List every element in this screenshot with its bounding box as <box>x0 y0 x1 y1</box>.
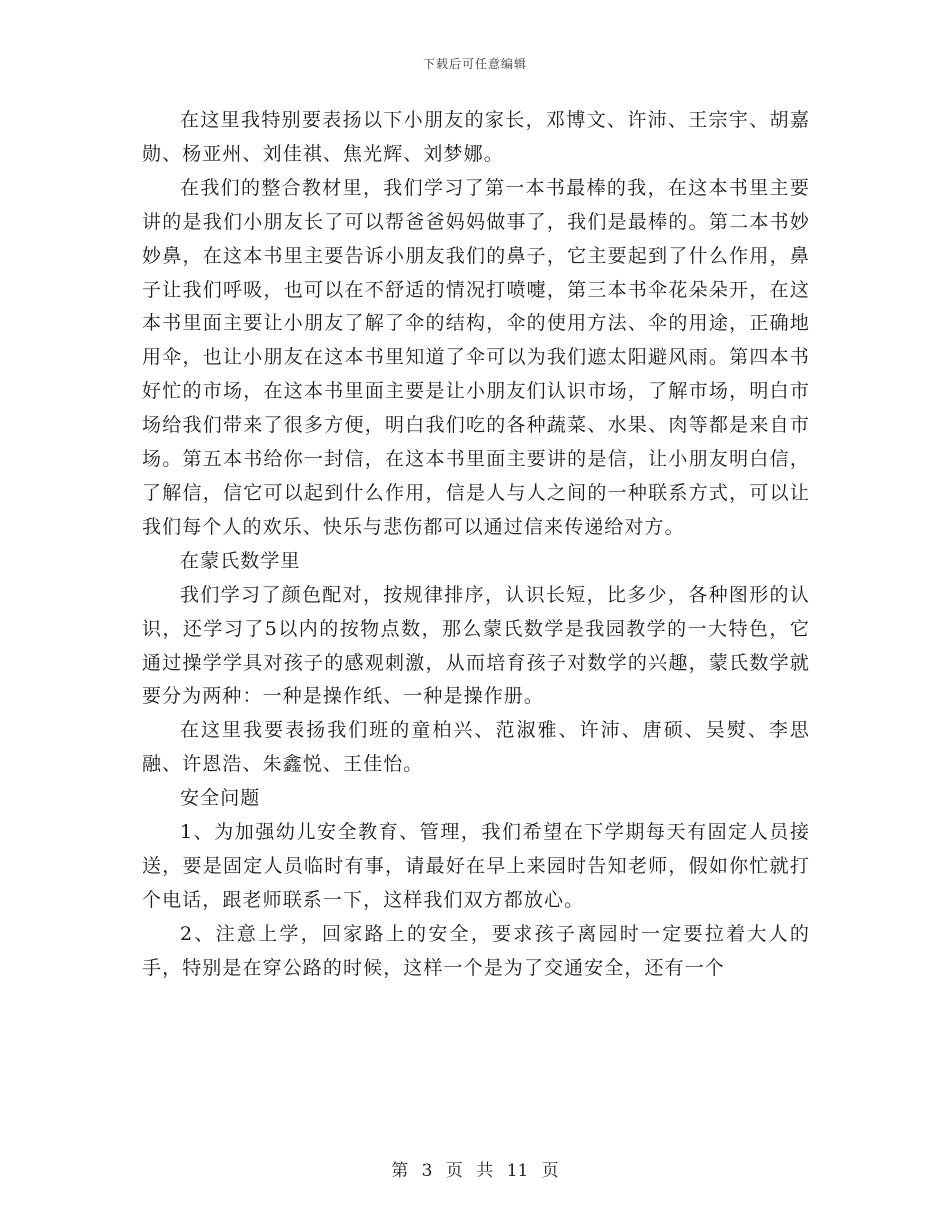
paragraph-safety-item-1: 1、为加强幼儿安全教育、管理，我们希望在下学期每天有固定人员接送，要是固定人员临时有事，请最好在早上来园时告知老师，假如你忙就打个电话，跟老师联系一下，这样我们双方都放心。 <box>142 821 810 911</box>
paragraph-integrated-textbooks: 在我们的整合教材里，我们学习了第一本书最棒的我，在这本书里主要讲的是我们小朋友长了可以帮爸爸妈妈做事了，我们是最棒的。第二本书妙妙鼻，在这本书里主要告诉小朋友我们的鼻子，它主要起到了什么作用，鼻子让我们呼吸，也可以在不舒适的情况打喷嚏，第三本书伞花朵朵开，在这本书里面主要让小朋友了解了伞的结构，伞的使用方法、伞的用途，正确地用伞，也让小朋友在这本书里知道了伞可以为我们遮太阳避风雨。第四本书好忙的市场，在这本书里面主要是让小朋友们认识市场，了解市场，明白市场给我们带来了很多方便，明白我们吃的各种蔬菜、水果、肉等都是来自市场。第五本书给你一封信，在这本书里面主要讲的是信，让小朋友明白信，了解信，信它可以起到什么作用，信是人与人之间的一种联系方式，可以让我们每个人的欢乐、快乐与悲伤都可以通过信来传递给对方。 <box>142 176 810 538</box>
paragraph-montessori-heading: 在蒙氏数学里 <box>180 549 301 572</box>
page-header: 下载后可任意编辑 <box>422 57 527 71</box>
paragraph-safety-item-2: 2、注意上学，回家路上的安全，要求孩子离园时一定要拉着大人的手，特别是在穿公路的时候，这样一个是为了交通安全，还有一个 <box>142 922 810 979</box>
paragraph-praise-parents: 在这里我特别要表扬以下小朋友的家长，邓博文、许沛、王宗宇、胡嘉勋、杨亚州、刘佳祺、焦光辉、刘梦娜。 <box>142 109 810 165</box>
page-footer: 第 3 页 共 11 页 <box>391 1161 559 1181</box>
paragraph-safety-heading: 安全问题 <box>180 787 261 810</box>
paragraph-praise-students: 在这里我要表扬我们班的童柏兴、范淑雅、许沛、唐硕、吴熨、李思融、许恩浩、朱鑫悦、王佳怡。 <box>142 719 810 776</box>
paragraph-montessori-math: 我们学习了颜色配对，按规律排序，认识长短，比多少，各种图形的认识，还学习了5以内的按物点数，那么蒙氏数学是我园教学的一大特色，它通过操学学具对孩子的感观刺激，从而培育孩子对数学的兴趣，蒙氏数学就要分为两种：一种是操作纸、一种是操作册。 <box>142 583 810 708</box>
document-body <box>142 104 810 986</box>
